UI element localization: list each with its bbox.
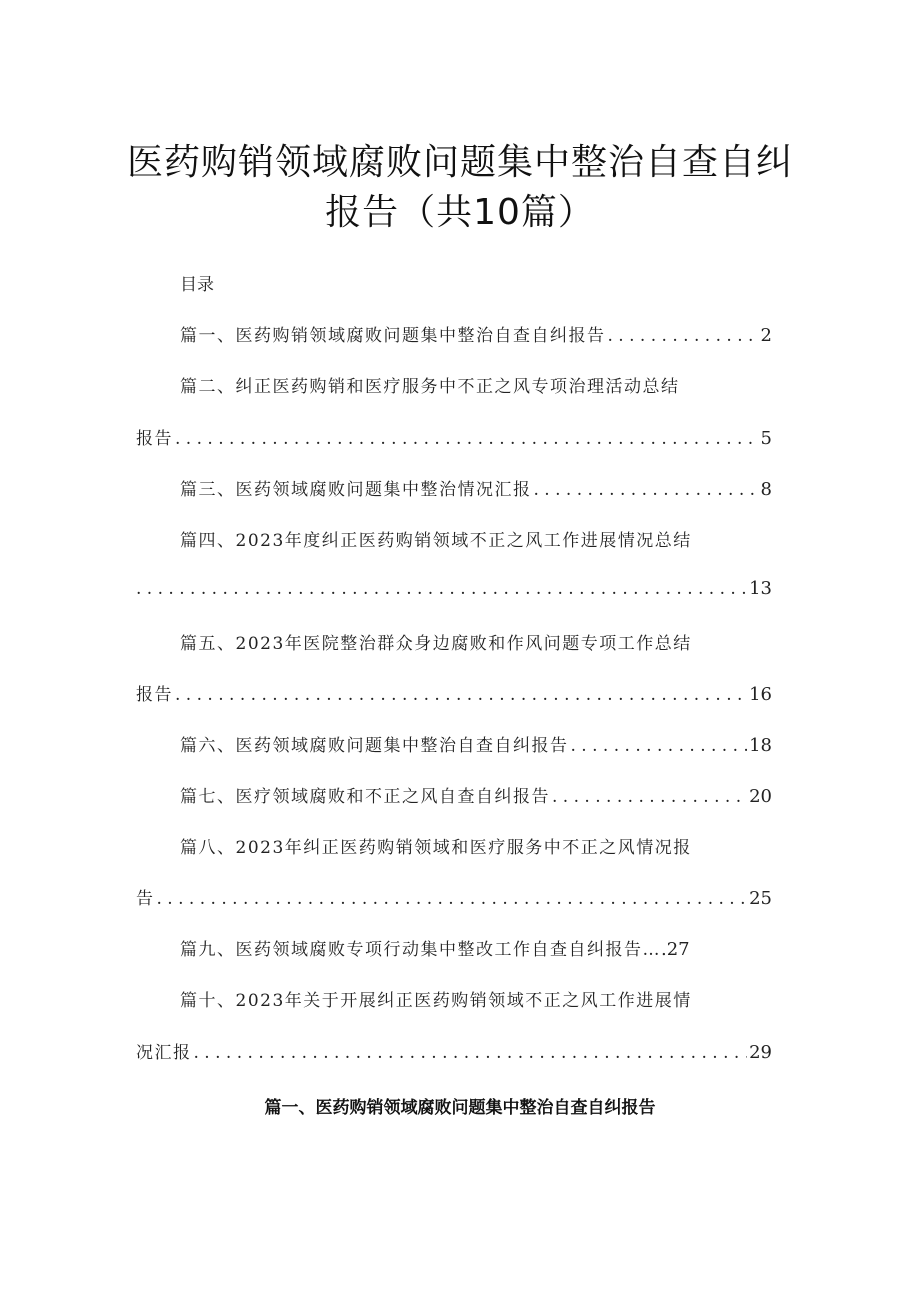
toc-page-number: 8 <box>760 479 772 500</box>
document-title-line1: 医药购销领域腐败问题集中整治自查自纠 <box>126 142 793 183</box>
toc-entry-4-line1[interactable] <box>180 526 740 552</box>
toc-leader-dots <box>552 787 747 807</box>
toc-entry-text: 篇九、医药领域腐败专项行动集中整改工作自查自纠报告… <box>180 940 661 960</box>
toc-page-number: 20 <box>749 786 772 807</box>
toc-entry-8-line1[interactable] <box>180 833 740 859</box>
toc-entry-5-line2[interactable] <box>136 680 772 706</box>
section-heading: 篇一、医药购销领域腐败问题集中整治自查自纠报告 <box>264 1098 656 1118</box>
toc-page-number: 18 <box>749 735 772 756</box>
toc-leader-dots <box>571 736 748 756</box>
toc-entry-text: 篇七、医疗领域腐败和不正之风自查自纠报告 <box>180 787 550 807</box>
toc-leader-dots <box>175 429 759 449</box>
toc-entry-10-line1[interactable] <box>180 986 740 1012</box>
toc-entry-10-line2[interactable] <box>136 1038 772 1064</box>
toc-leader-dots <box>157 889 748 909</box>
toc-page-number: .27 <box>661 939 690 960</box>
toc-entry-text: 篇一、医药购销领域腐败问题集中整治自查自纠报告 <box>180 326 606 346</box>
toc-leader-dots <box>194 1043 748 1063</box>
toc-leader-dots <box>608 326 759 346</box>
toc-entry-2-line2[interactable] <box>136 424 772 450</box>
toc-leader-dots <box>534 480 759 500</box>
toc-page-number: 29 <box>749 1042 772 1063</box>
toc-entry-2-line1[interactable] <box>180 372 740 398</box>
toc-page-number: 25 <box>749 888 772 909</box>
toc-entry-text: 篇二、纠正医药购销和医疗服务中不正之风专项治理活动总结 <box>180 377 680 397</box>
toc-entry-text: 报告 <box>136 429 173 449</box>
toc-entry-text: 篇四、2023年度纠正医药购销领域不正之风工作进展情况总结 <box>180 531 692 551</box>
toc-entry-5-line1[interactable] <box>180 629 740 655</box>
toc-entry-3[interactable] <box>180 475 772 501</box>
toc-page-number: 13 <box>749 578 772 599</box>
toc-entry-text: 况汇报 <box>136 1043 192 1063</box>
toc-entry-1[interactable] <box>180 321 772 347</box>
toc-page-number: 16 <box>749 684 772 705</box>
toc-entry-9[interactable] <box>180 935 740 961</box>
toc-page-number: 5 <box>760 428 772 449</box>
toc-entry-text: 报告 <box>136 685 173 705</box>
toc-leader-dots <box>136 579 747 599</box>
toc-entry-text: 告 <box>136 889 155 909</box>
toc-entry-7[interactable] <box>180 782 772 808</box>
toc-entry-6[interactable] <box>180 731 772 757</box>
toc-page-number: 2 <box>760 325 772 346</box>
toc-entry-4-line2[interactable] <box>136 578 772 604</box>
toc-heading: 目录 <box>180 275 214 295</box>
toc-entry-text: 篇五、2023年医院整治群众身边腐败和作风问题专项工作总结 <box>180 634 692 654</box>
document-title-line2: 报告（共10篇） <box>325 192 595 233</box>
toc-entry-text: 篇十、2023年关于开展纠正医药购销领域不正之风工作进展情 <box>180 991 692 1011</box>
toc-entry-text: 篇三、医药领域腐败问题集中整治情况汇报 <box>180 480 532 500</box>
toc-leader-dots <box>175 685 747 705</box>
toc-entry-text: 篇六、医药领域腐败问题集中整治自查自纠报告 <box>180 736 569 756</box>
toc-entry-8-line2[interactable] <box>136 884 772 910</box>
toc-entry-text: 篇八、2023年纠正医药购销领域和医疗服务中不正之风情况报 <box>180 838 692 858</box>
